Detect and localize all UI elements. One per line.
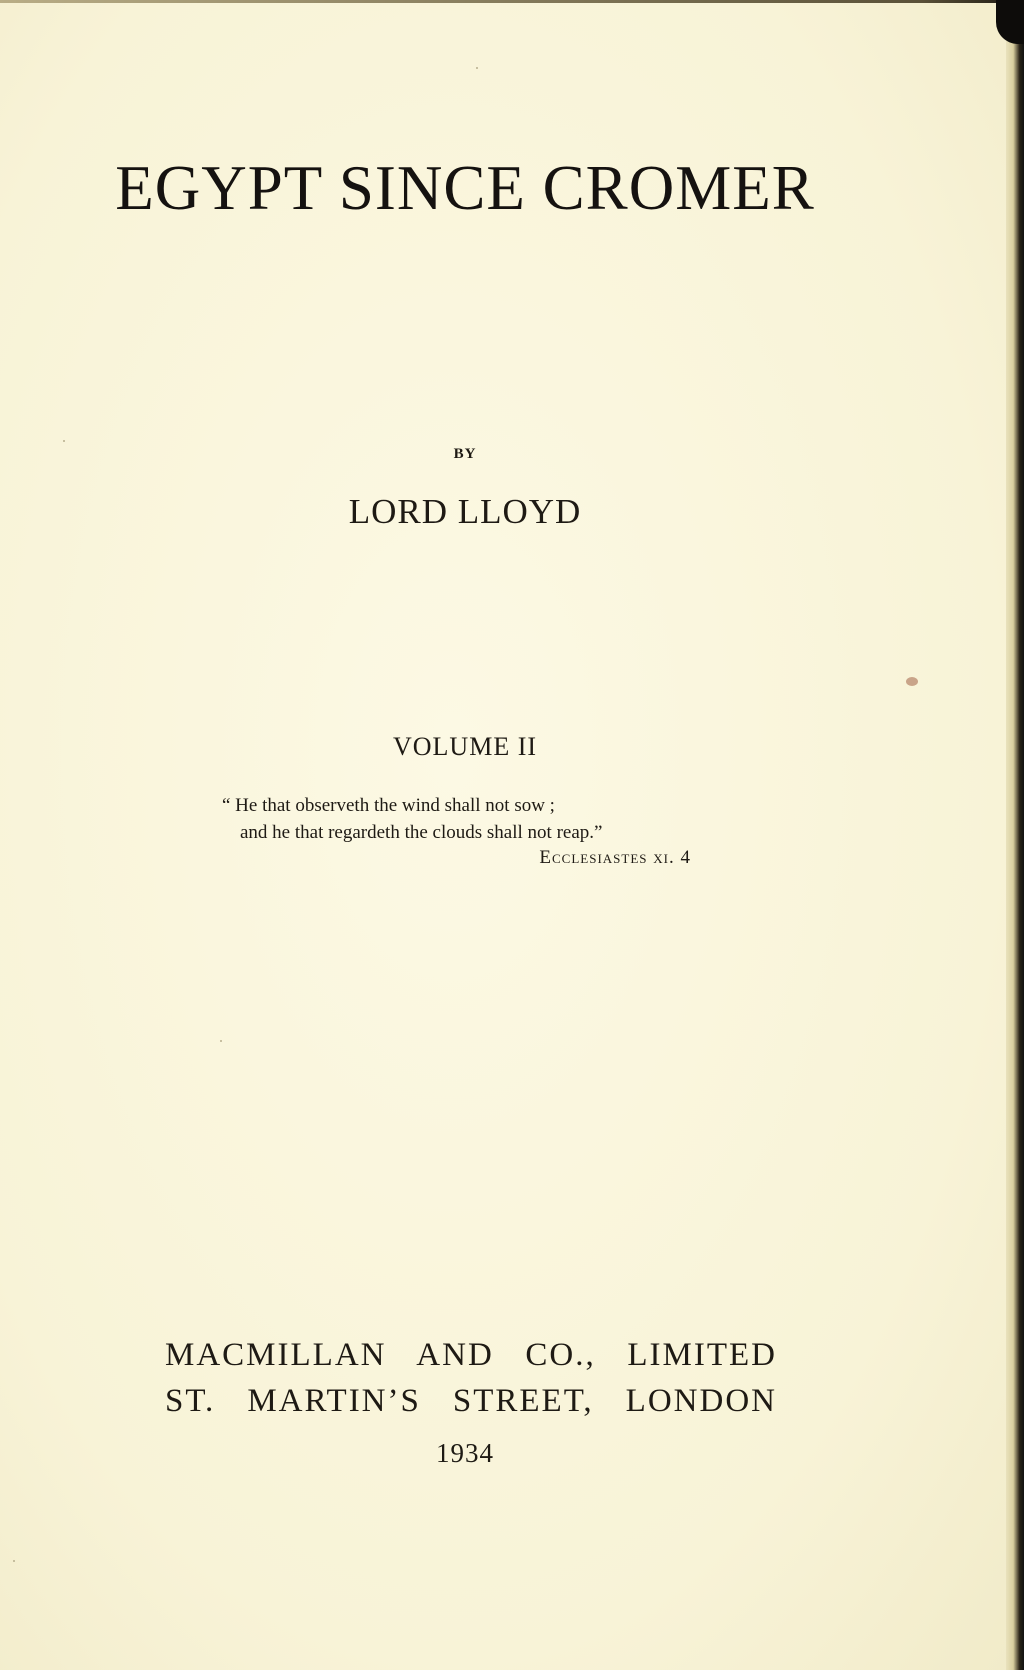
- paper-speck: [476, 67, 478, 69]
- paper-speck: [220, 1040, 222, 1042]
- by-label: BY: [453, 446, 477, 462]
- author-name: LORD LLOYD: [348, 492, 582, 531]
- epigraph-source: Ecclesiastes xi. 4: [539, 847, 691, 868]
- publisher-address: ST. MARTIN’S STREET, LONDON: [165, 1383, 777, 1419]
- book-title: EGYPT SINCE CROMER: [115, 153, 815, 223]
- epigraph-line-2: and he that regardeth the clouds shall not reap.”: [240, 822, 603, 843]
- volume-label: VOLUME II: [392, 732, 538, 761]
- page-top-edge: [0, 0, 1024, 3]
- paper-speck: [13, 1560, 15, 1562]
- paper-stain: [906, 677, 918, 686]
- page-right-edge: [1006, 0, 1024, 1670]
- publication-year: 1934: [436, 1438, 494, 1468]
- paper-speck: [63, 440, 65, 442]
- publisher-name: MACMILLAN AND CO., LIMITED: [165, 1337, 777, 1373]
- epigraph-line-1: “ He that observeth the wind shall not sow ;: [222, 795, 555, 816]
